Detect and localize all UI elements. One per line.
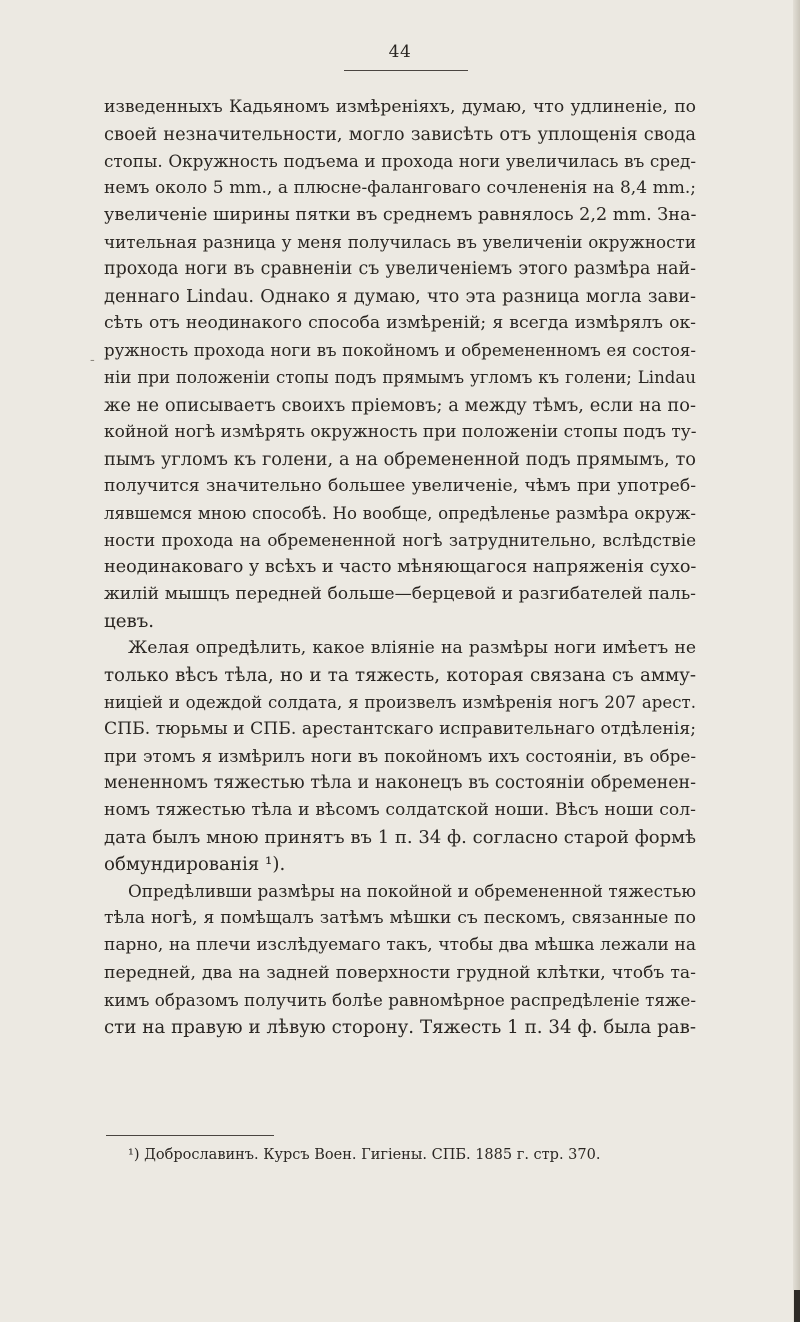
text-line: чительная разница у меня получилась въ увеличеніи окружности [104,232,696,253]
text-line: Опредѣливши размѣры на покойной и обремененной тяжестью [128,881,696,902]
text-line: номъ тяжестью тѣла и вѣсомъ солдатской ноши. Вѣсъ ноши сол- [104,800,696,821]
text-line: сѣть отъ неодинакого способа измѣреній; я всегда измѣрялъ ок- [104,313,696,334]
text-line: Желая опредѣлить, какое вліяніе на размѣры ноги имѣетъ не [128,637,696,658]
text-line: получится значительно большее увеличеніе, чѣмъ при употреб- [104,475,696,496]
text-line: же не описываетъ своихъ пріемовъ; а между тѣмъ, если на по- [104,394,696,416]
header-rule [344,70,468,71]
text-line: СПБ. тюрьмы и СПБ. арестантскаго исправительнаго отдѣленія; [104,719,696,740]
page-edge [793,0,800,1322]
text-line: койной ногѣ измѣрять окружность при положеніи стопы подъ ту- [104,421,697,442]
footnote: ¹) Доброславинъ. Курсъ Воен. Гигіены. СПБ. 1885 г. стр. 370. [128,1147,601,1163]
text-line: неодинаковаго у всѣхъ и часто мѣняющагося напряженія сухо- [104,556,697,577]
text-line: пымъ угломъ къ голени, а на обремененной подъ прямымъ, то [104,448,696,470]
text-line: своей незначительности, могло зависѣть отъ уплощенія свода [104,124,696,146]
margin-speck: - [90,352,95,368]
text-line: ности прохода на обремененной ногѣ затруднительно, вслѣдствіе [104,529,696,550]
text-line: изведенныхъ Кадьяномъ измѣреніяхъ, думаю, что удлиненіе, по [104,97,696,117]
page-number: 44 [388,42,412,62]
text-line: ниціей и одеждой солдата, я произвелъ измѣренія ногъ 207 арест. [104,693,696,713]
text-line: немъ около 5 mm., а плюсне-фалангoваго сочлененія на 8,4 mm.; [104,178,696,199]
footnote-rule [106,1135,274,1136]
text-line: кимъ образомъ получить болѣе равномѣрное распредѣленіе тяже- [104,989,696,1010]
text-line: только вѣсъ тѣла, но и та тяжесть, которая связана съ амму- [104,664,696,686]
text-line: прохода ноги въ сравненіи съ увеличеніемъ этого размѣра най- [104,259,696,280]
text-line: деннаго Lindau. Однако я думаю, что эта разница могла зави- [104,286,696,308]
text-line: мененномъ тяжестью тѣла и наконецъ въ состояніи обременен- [104,773,696,794]
text-line: ніи при положеніи стопы подъ прямымъ угломъ къ голени; Lindau [104,368,696,388]
text-line: обмундированія ¹). [104,854,286,876]
text-line: стопы. Окружность подъема и прохода ноги увеличилась въ сред- [104,151,696,172]
text-line: тѣла ногѣ, я помѣщалъ затѣмъ мѣшки съ пескомъ, связанные по [104,908,696,929]
text-line: увеличеніе ширины пятки въ среднемъ равнялось 2,2 mm. Зна- [104,205,697,226]
text-line: сти на правую и лѣвую сторону. Тяжесть 1 п. 34 ф. была рав- [104,1016,696,1038]
page-edge-shadow [794,1290,800,1322]
text-line: дата былъ мною принятъ въ 1 п. 34 ф. согласно старой формѣ [104,827,696,849]
text-line: передней, два на задней поверхности грудной клѣтки, чтобъ та- [104,962,696,983]
text-line: жилій мышцъ передней больше—берцевой и разгибателей паль- [104,583,696,604]
text-line: лявшемся мною способѣ. Но вообще, опредѣленье размѣра окруж- [104,503,696,523]
text-line: ружность прохода ноги въ покойномъ и обремененномъ ея состоя- [104,341,696,361]
body-text [104,94,696,1041]
text-line: при этомъ я измѣрилъ ноги въ покойномъ ихъ состояніи, въ обре- [104,746,696,767]
text-line: цевъ. [104,610,155,632]
text-line: парно, на плечи изслѣдуемаго такъ, чтобы два мѣшка лежали на [104,935,696,956]
